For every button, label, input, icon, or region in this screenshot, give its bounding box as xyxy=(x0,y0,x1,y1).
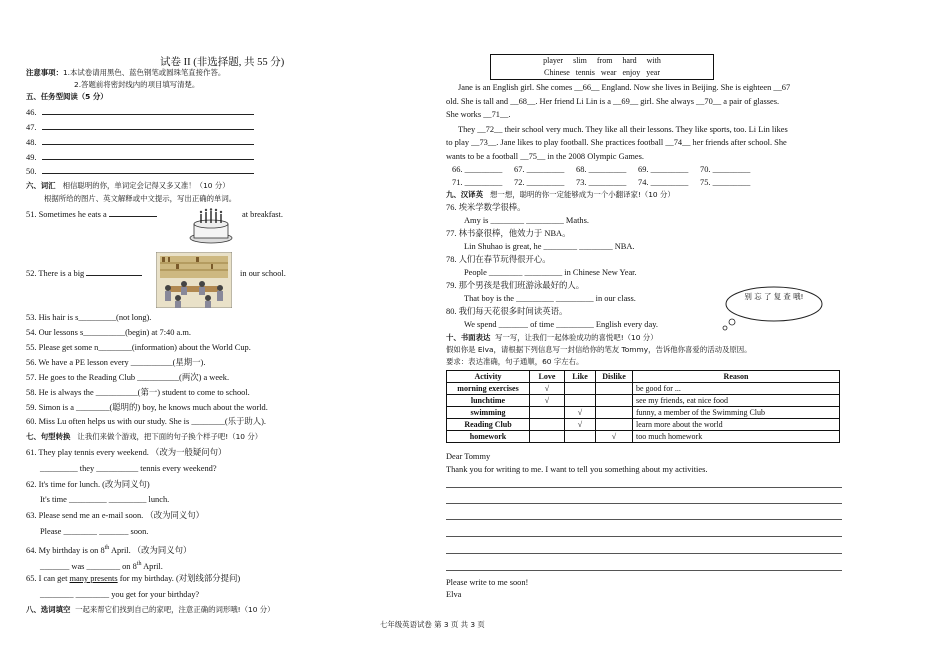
passage-line-1: Jane is an English girl. She comes __66__ England. Now she lives in Beijing. She is eighteen __67 xyxy=(458,83,791,92)
passage-line-2: old. She is tall and __68__. Her friend Li Lin is a __69__ girl. She always __70__ a pair of glasses. xyxy=(446,97,780,106)
passage-line-3: She works __71__. xyxy=(446,110,511,119)
cell-love: √ xyxy=(530,395,565,407)
letter-closing: Please write to me soon! xyxy=(446,578,529,587)
question-59: 59. Simon is a ________(聪明的) boy, he knows much about the world. xyxy=(26,403,268,412)
section-6-heading: 六、词汇 相信聪明的你，单词定会记得又多又准！（10 分） xyxy=(26,181,230,190)
writing-line[interactable] xyxy=(446,503,842,504)
question-77: 77. 林书豪很棒，他效力于 NBA。 xyxy=(446,229,571,238)
word-box-row-1: player slim from hard with xyxy=(543,56,661,65)
library-picture xyxy=(156,252,232,308)
cell-dislike: √ xyxy=(596,431,633,443)
cell-love xyxy=(530,431,565,443)
cell-like xyxy=(565,383,596,395)
question-79: 79. 那个男孩是我们班游泳最好的人。 xyxy=(446,281,585,290)
letter-greeting: Dear Tommy xyxy=(446,452,491,461)
cell-activity: Reading Club xyxy=(447,419,530,431)
cell-dislike xyxy=(596,395,633,407)
question-65-answer[interactable]: ________ ________ you get for your birthday? xyxy=(40,590,200,599)
answer-row-2[interactable]: 71. _________ 72. _________ 73. _________ 74. _________ 75. _________ xyxy=(452,178,751,187)
question-76: 76. 埃米学数学很棒。 xyxy=(446,203,526,212)
section-10-instruction: 假如你是 Elva，请根据下列信息写一封信给你的笔友 Tommy，告诉他你喜爱的活动及原因。 xyxy=(446,345,752,354)
section-10-requirement: 要求：表达准确，句子通顺，60 字左右。 xyxy=(446,357,584,366)
cell-love: √ xyxy=(530,383,565,395)
question-60: 60. Miss Lu often helps us with our study. She is ________(乐于助人). xyxy=(26,417,266,426)
cell-reason: too much homework xyxy=(633,431,840,443)
question-80: 80. 我们每天花很多时间读英语。 xyxy=(446,307,568,316)
table-row xyxy=(447,395,840,407)
page-footer: 七年级英语试卷 第 3 页 共 3 页 xyxy=(380,620,485,629)
writing-line[interactable] xyxy=(446,519,842,520)
question-80-answer[interactable]: We spend _______ of time _________ English every day. xyxy=(464,320,658,329)
question-56: 56. We have a PE lesson every __________(星期一). xyxy=(26,358,206,367)
passage-line-4: They __72__ their school very much. They like all their lessons. They like sports, too. Li Lin likes xyxy=(458,125,788,134)
question-57: 57. He goes to the Reading Club __________(两次) a week. xyxy=(26,373,230,382)
question-64-answer[interactable]: _______ was ________ on 8th April. xyxy=(40,561,163,571)
letter-opening: Thank you for writing to me. I want to tell you something about my activities. xyxy=(446,465,708,474)
question-52: 52. There is a big xyxy=(26,269,142,279)
question-52-end: in our school. xyxy=(240,269,286,278)
section-5-heading: 五、任务型阅读（5 分） xyxy=(26,92,108,101)
header-like: Like xyxy=(565,371,596,383)
note-1: 1.本试卷请用黑色、蓝色钢笔或圆珠笔直接作答。 xyxy=(62,68,226,77)
writing-line[interactable] xyxy=(446,487,842,488)
question-61: 61. They play tennis every weekend. （改为一般疑问句） xyxy=(26,448,227,457)
cell-dislike xyxy=(596,407,633,419)
question-54: 54. Our lessons s__________(begin) at 7:40 a.m. xyxy=(26,328,191,337)
question-76-answer[interactable]: Amy is ________ _________ Maths. xyxy=(464,216,589,225)
speech-bubble-text: 别 忘 了 复 查 哦! xyxy=(744,292,804,301)
answer-line-50[interactable]: 50. xyxy=(26,167,254,177)
cell-like: √ xyxy=(565,419,596,431)
question-63-answer[interactable]: Please ________ _______ soon. xyxy=(40,527,149,536)
section-10-heading: 十、书面表达 写一写，让我们一起体验成功的喜悦吧!（10 分） xyxy=(446,333,658,342)
cell-like xyxy=(565,395,596,407)
answer-row-1[interactable]: 66. _________ 67. _________ 68. _________ 69. _________ 70. _________ xyxy=(452,165,751,174)
cell-reason: see my friends, eat nice food xyxy=(633,395,840,407)
table-header-row xyxy=(447,371,840,383)
question-64: 64. My birthday is on 8th April. （改为同义句） xyxy=(26,545,192,555)
table-row xyxy=(447,431,840,443)
header-dislike: Dislike xyxy=(596,371,633,383)
section-6-sub: 根据所给的图片、英文解释或中文提示，写出正确的单词。 xyxy=(44,194,237,203)
question-78-answer[interactable]: People ________ _________ in Chinese New Year. xyxy=(464,268,637,277)
question-58: 58. He is always the __________(第一) student to come to school. xyxy=(26,388,250,397)
table-row xyxy=(447,407,840,419)
header-love: Love xyxy=(530,371,565,383)
cell-reason: be good for ... xyxy=(633,383,840,395)
notes-label: 注意事项： xyxy=(26,68,63,77)
word-box xyxy=(490,54,714,80)
cell-activity: lunchtime xyxy=(447,395,530,407)
question-61-answer[interactable]: _________ they __________ tennis every weekend? xyxy=(40,464,217,473)
cell-like xyxy=(565,431,596,443)
cell-activity: morning exercises xyxy=(447,383,530,395)
question-51: 51. Sometimes he eats a xyxy=(26,210,157,220)
question-63: 63. Please send me an e-mail soon. （改为同义句） xyxy=(26,511,204,520)
word-box-row-2: Chinese tennis wear enjoy year xyxy=(544,68,660,77)
question-62-answer[interactable]: It's time _________ _________ lunch. xyxy=(40,495,170,504)
answer-line-47[interactable]: 47. xyxy=(26,123,254,133)
table-row xyxy=(447,419,840,431)
cell-dislike xyxy=(596,419,633,431)
section-8-heading: 八、选词填空 一起来帮它们找到自己的家吧，注意正确的词形哦!（10 分） xyxy=(26,605,275,614)
cell-reason: learn more about the world xyxy=(633,419,840,431)
letter-signature: Elva xyxy=(446,590,462,599)
writing-line[interactable] xyxy=(446,536,842,537)
question-77-answer[interactable]: Lin Shuhao is great, he ________ ________ NBA. xyxy=(464,242,635,251)
question-51-end: at breakfast. xyxy=(242,210,283,219)
cell-dislike xyxy=(596,383,633,395)
writing-line[interactable] xyxy=(446,570,842,571)
cell-activity: homework xyxy=(447,431,530,443)
answer-line-49[interactable]: 49. xyxy=(26,153,254,163)
activity-table xyxy=(446,370,840,443)
cell-activity: swimming xyxy=(447,407,530,419)
question-53: 53. His hair is s_________(not long). xyxy=(26,313,152,322)
notes xyxy=(26,68,225,78)
question-55: 55. Please get some n________(information) about the World Cup. xyxy=(26,343,251,352)
question-65: 65. I can get many presents for my birthday. (对划线部分提问) xyxy=(26,574,241,583)
note-2: 2.答题前将密封线内的项目填写清楚。 xyxy=(74,80,200,89)
cell-like: √ xyxy=(565,407,596,419)
passage-line-6: wants to be a football __75__ in the 2008 Olympic Games. xyxy=(446,152,644,161)
section-7-heading: 七、句型转换 让我们来做个游戏，把下面的句子换个样子吧!（10 分） xyxy=(26,432,263,441)
table-row xyxy=(447,383,840,395)
writing-line[interactable] xyxy=(446,553,842,554)
cell-love xyxy=(530,419,565,431)
header-reason: Reason xyxy=(633,371,840,383)
answer-line-48[interactable]: 48. xyxy=(26,138,254,148)
cell-love xyxy=(530,407,565,419)
cell-reason: funny, a member of the Swimming Club xyxy=(633,407,840,419)
birthday-cake-icon xyxy=(188,208,234,244)
question-79-answer[interactable]: That boy is the _________ _________ in our class. xyxy=(464,294,636,303)
header-activity: Activity xyxy=(447,371,530,383)
answer-line-46[interactable]: 46. xyxy=(26,108,254,118)
passage-line-5: to play __73__. Jane likes to play football. She practices football __74__ her friends after school. She xyxy=(446,138,787,147)
question-78: 78. 人们在春节玩得很开心。 xyxy=(446,255,551,264)
section-9-heading: 九、汉译英 想一想，聪明的你一定能够成为一个小翻译家!（10 分） xyxy=(446,190,675,199)
section-title: 试卷 II (非选择题, 共 55 分) xyxy=(160,57,285,68)
question-62: 62. It's time for lunch. (改为同义句) xyxy=(26,480,150,489)
